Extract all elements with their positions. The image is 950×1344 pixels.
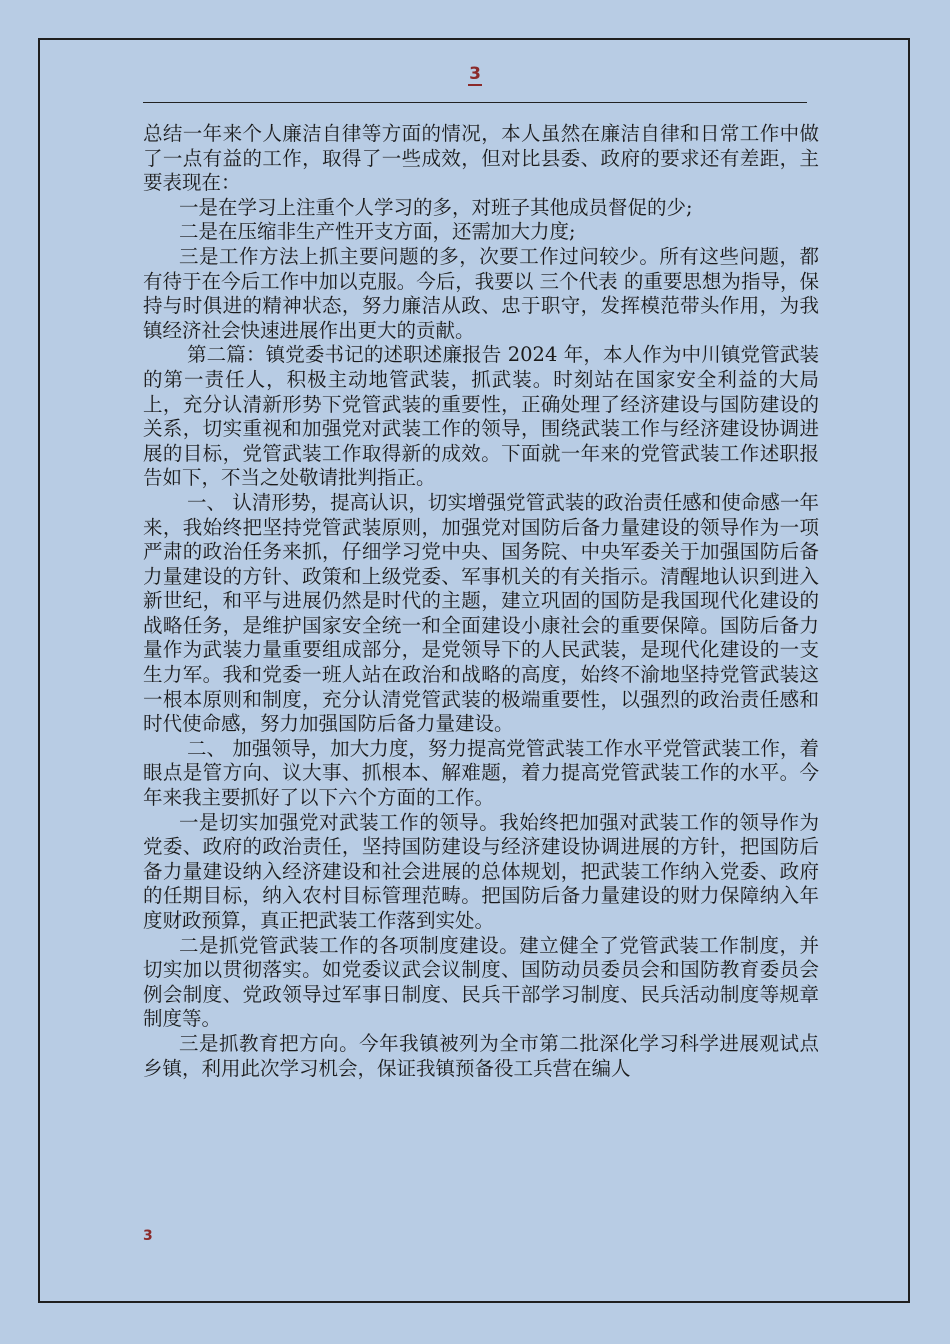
header-page-number: 3 <box>469 64 481 84</box>
paragraph-section-1: 一、 认清形势，提高认识，切实增强党管武装的政治责任感和使命感一年来，我始终把坚持党管武装原则，加强党对国防后备力量建设的领导作为一项严肃的政治任务来抓，仔细学习党中央、国务院、中央军委关于加强国防后备力量建设的方针、政策和上级党委、军事机关的有关指示。清醒地认识到进入新世纪，和平与进展仍然是时代的主题，建立巩固的国防是我国现代化建设的战略任务，是维护国家安全统一和全面建设小康社会的重要保障。国防后备力量作为武装力量重要组成部分，是党领导下的人民武装，是现代化建设的一支生力军。我和党委一班人站在政治和战略的高度，始终不渝地坚持党管武装这一根本原则和制度，充分认清党管武装的极端重要性，以强烈的政治责任感和时代使命感，努力加强国防后备力量建设。 <box>143 490 819 736</box>
paragraph-point-2: 二是在压缩非生产性开支方面，还需加大力度; <box>179 220 576 244</box>
header-rule <box>143 102 807 103</box>
paragraph-point-1: 一是在学习上注重个人学习的多，对班子其他成员督促的少; <box>179 195 693 219</box>
document-body <box>143 122 819 1081</box>
paragraph-item-3: 三是抓教育把方向。今年我镇被列为全市第二批深化学习科学进展观试点乡镇，利用此次学习机会，保证我镇预备役工兵营在编人 <box>143 1031 819 1080</box>
paragraph-point-3: 三是工作方法上抓主要问题的多，次要工作过问较少。所有这些问题，都有待于在今后工作中加以克服。今后，我要以 三个代表 的重要思想为指导，保持与时俱进的精神状态，努力廉洁从政、忠于职守，发挥模范带头作用，为我镇经济社会快速进展作出更大的贡献。 <box>143 244 819 342</box>
footer-page-number: 3 <box>143 1228 153 1244</box>
paragraph-section-2: 二、 加强领导，加大力度，努力提高党管武装工作水平党管武装工作，着眼点是管方向、议大事、抓根本、解难题，着力提高党管武装工作的水平。今年来我主要抓好了以下六个方面的工作。 <box>143 736 819 810</box>
paragraph-item-1: 一是切实加强党对武装工作的领导。我始终把加强对武装工作的领导作为党委、政府的政治责任，坚持国防建设与经济建设协调进展的方针，把国防后备力量建设纳入经济建设和社会进展的总体规划，把武装工作纳入党委、政府的任期目标，纳入农村目标管理范畴。把国防后备力量建设的财力保障纳入年度财政预算，真正把武装工作落到实处。 <box>143 810 819 932</box>
paragraph-summary: 总结一年来个人廉洁自律等方面的情况，本人虽然在廉洁自律和日常工作中做了一点有益的工作，取得了一些成效，但对比县委、政府的要求还有差距，主要表现在： <box>143 122 819 195</box>
paragraph-part-two-intro: 第二篇：镇党委书记的述职述廉报告 2024 年，本人作为中川镇党管武装的第一责任人，积极主动地管武装，抓武装。时刻站在国家安全利益的大局上，充分认清新形势下党管武装的重要性，正确处理了经济建设与国防建设的关系，切实重视和加强党对武装工作的领导，围绕武装工作与经济建设协调进展的目标，党管武装工作取得新的成效。下面就一年来的党管武装工作述职报告如下，不当之处敬请批判指正。 <box>143 343 819 490</box>
paragraph-item-2: 二是抓党管武装工作的各项制度建设。建立健全了党管武装工作制度，并切实加以贯彻落实。如党委议武会议制度、国防动员委员会和国防教育委员会例会制度、党政领导过军事日制度、民兵干部学习制度、民兵活动制度等规章制度等。 <box>143 933 819 1031</box>
